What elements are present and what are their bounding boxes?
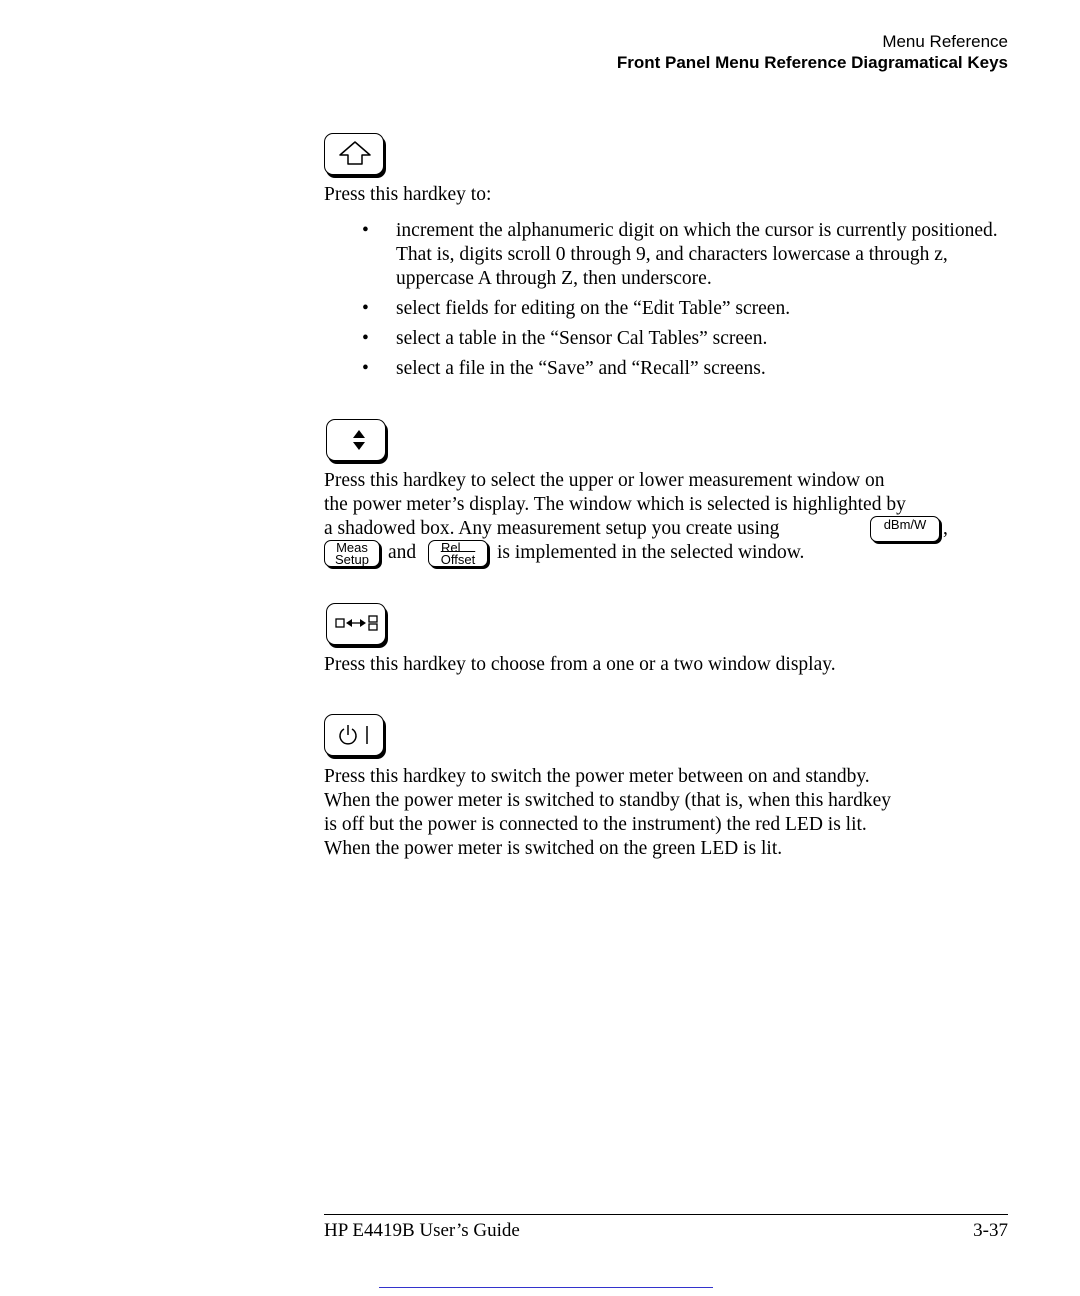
bullet-marker: •	[362, 220, 369, 241]
power-key-line-2: When the power meter is switched to standby (that is, when this hardkey	[324, 790, 891, 811]
power-key-line-1: Press this hardkey to switch the power meter between on and standby.	[324, 766, 870, 787]
running-header-section: Menu Reference	[882, 32, 1008, 51]
power-hardkey	[324, 714, 384, 756]
link-underline[interactable]	[379, 1287, 713, 1288]
running-header-title: Front Panel Menu Reference Diagramatical Keys	[616, 53, 1008, 72]
display-key-text: Press this hardkey to choose from a one or a two window display.	[324, 654, 836, 675]
footer-guide-title: HP E4419B User’s Guide	[324, 1220, 520, 1241]
bullet-item: increment the alphanumeric digit on which the cursor is currently positioned. That is, digits scroll 0 through 9, and characters lowercase a through z, uppercase A through Z, then underscore.	[396, 220, 998, 289]
meas-setup-key-line2: Setup	[335, 552, 369, 567]
comma: ,	[943, 518, 948, 539]
rel-offset-key	[428, 540, 488, 567]
window-select-line-1: Press this hardkey to select the upper or lower measurement window on	[324, 470, 885, 491]
up-arrow-icon	[325, 134, 385, 176]
bullet-marker: •	[362, 358, 369, 379]
up-down-triangles-icon	[327, 420, 387, 462]
window-select-tail: is implemented in the selected window.	[497, 542, 805, 563]
up-key-intro: Press this hardkey to:	[324, 184, 492, 205]
rel-offset-key-line1: Rel	[441, 540, 461, 555]
power-key-line-4: When the power meter is switched on the green LED is lit.	[324, 838, 783, 859]
bullet-item: select fields for editing on the “Edit Table” screen.	[396, 298, 791, 319]
footer-page-number: 3-37	[973, 1220, 1008, 1241]
meas-setup-key-line1: Meas	[336, 540, 368, 555]
bullet-item: select a file in the “Save” and “Recall” screens.	[396, 358, 766, 379]
window-select-hardkey	[326, 419, 386, 461]
power-key-line-3: is off but the power is connected to the instrument) the red LED is lit.	[324, 814, 867, 835]
bullet-marker: •	[362, 328, 369, 349]
up-arrow-hardkey	[324, 133, 384, 175]
window-select-line-2: the power meter’s display. The window which is selected is highlighted by	[324, 494, 906, 515]
meas-setup-key	[324, 540, 380, 567]
single-dual-window-icon	[327, 604, 387, 646]
footer-rule	[324, 1214, 1008, 1215]
window-select-line-3: a shadowed box. Any measurement setup you create using	[324, 518, 780, 539]
dbm-w-key: dBm/W	[870, 516, 940, 542]
bullet-item: select a table in the “Sensor Cal Tables” screen.	[396, 328, 768, 349]
rel-offset-key-line2: Offset	[440, 552, 476, 567]
window-display-hardkey	[326, 603, 386, 645]
and-word: and	[388, 542, 417, 563]
bullet-marker: •	[362, 298, 369, 319]
power-standby-icon	[325, 715, 385, 757]
